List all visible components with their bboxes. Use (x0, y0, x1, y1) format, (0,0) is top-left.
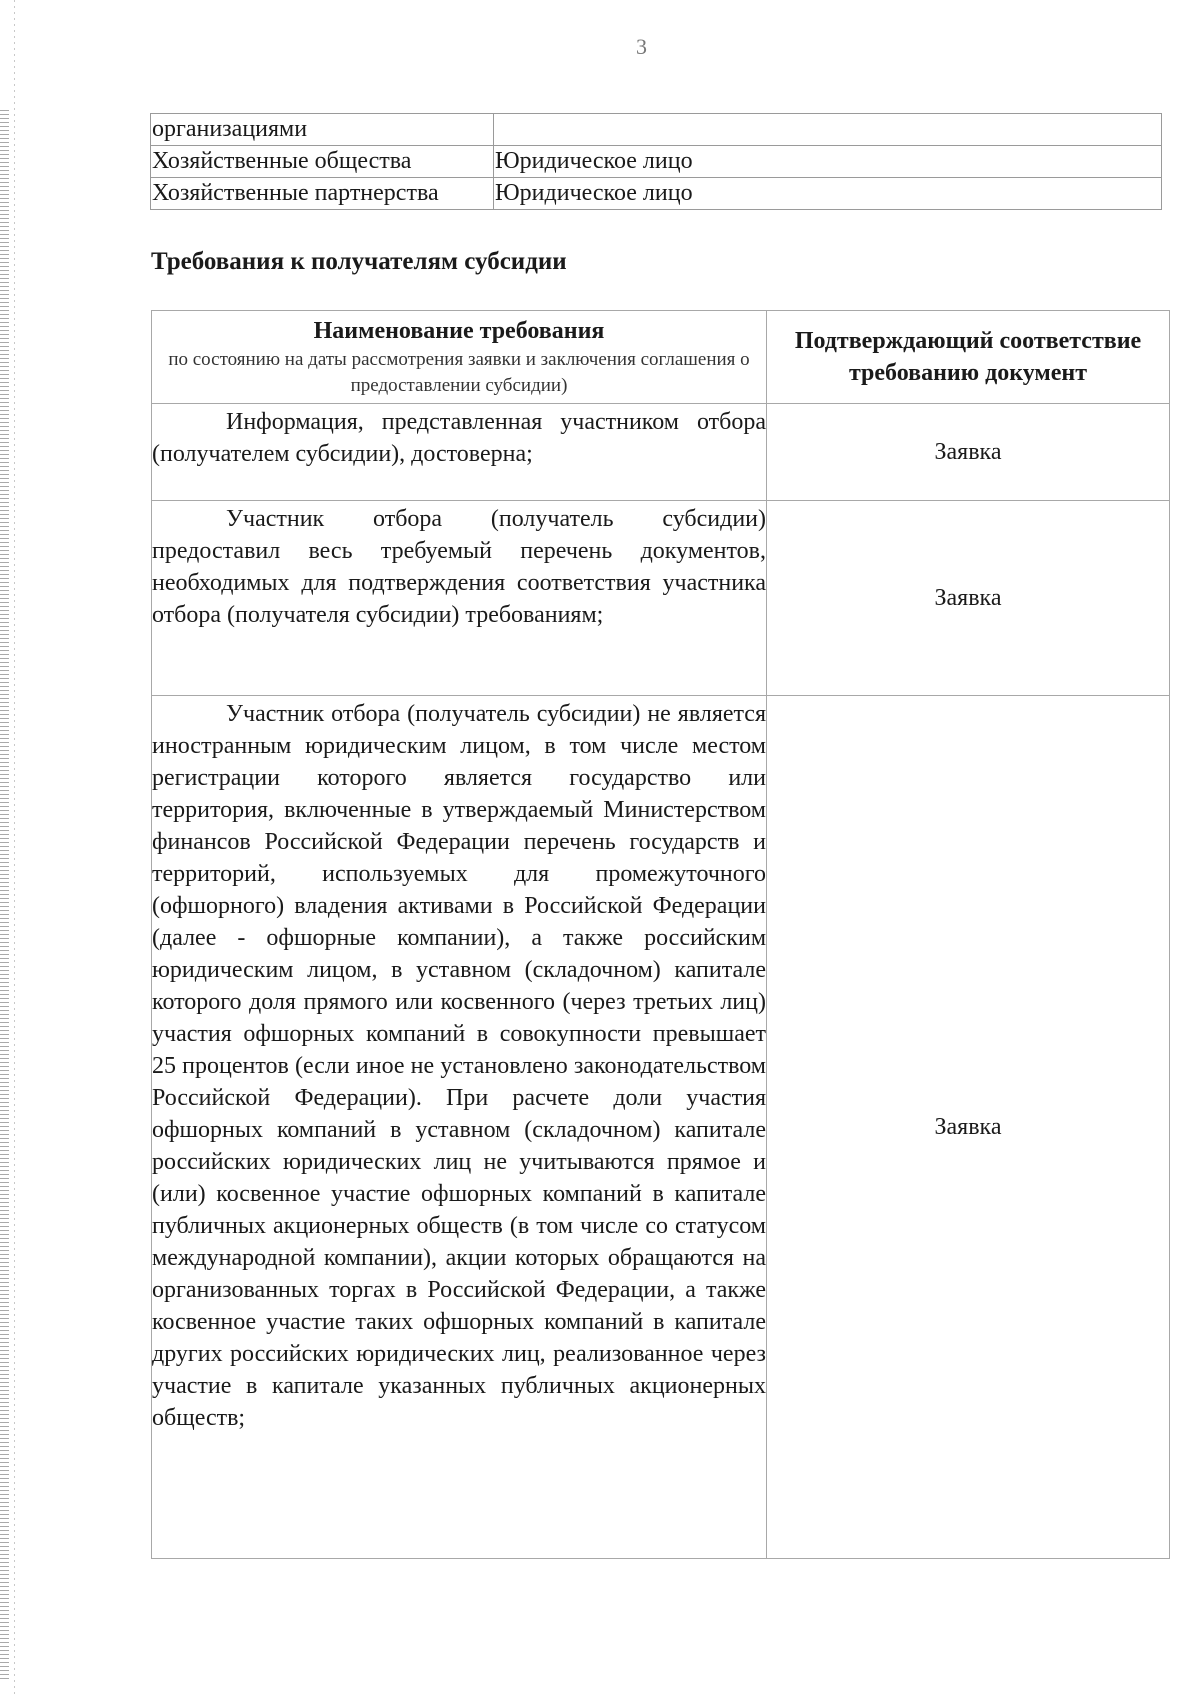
requirement-cell: Участник отбора (получатель субсидии) предоставил весь требуемый перечень документов, необходимых для подтверждения соответствия участника отбора (получателя субсидии) требованиям; (152, 501, 767, 696)
table-row (152, 696, 1170, 1559)
requirements-table (151, 310, 1170, 1559)
requirement-column-header (152, 311, 767, 404)
document-cell: Заявка (767, 501, 1170, 696)
document-column-title: Подтверждающий соответствие требованию документ (794, 328, 1142, 386)
page-number: 3 (636, 34, 647, 59)
requirement-column-subtitle: по состоянию на даты рассмотрения заявки и заключения соглашения о предоставлении субсидии) (168, 349, 750, 396)
requirement-cell: Участник отбора (получатель субсидии) не является иностранным юридическим лицом, в том числе местом регистрации которого является государство или территория, включенные в утверждаемый Министерством финансов Российской Федерации перечень государств и территорий, используемых для промежуточного (офшорного) владения активами в Российской Федерации (далее - офшорные компании), а также российским юридическим лицом, в уставном (складочном) капитале которого доля прямого или косвенного (через третьих лиц) участия офшорных компаний в совокупности превышает 25 процентов (если иное не установлено законодательством Российской Федерации). При расчете доли участия офшорных компаний в уставном (складочном) капитале российских юридических лиц не учитываются прямое и (или) косвенное участие офшорных компаний в капитале публичных акционерных обществ (в том числе со статусом международной компании), акции которых обращаются на организованных торгах в Российской Федерации, а также косвенное участие таких офшорных компаний в капитале других российских юридических лиц, реализованное через участие в капитале указанных публичных акционерных обществ; (152, 696, 767, 1559)
table-header-row (152, 311, 1170, 404)
requirement-column-title: Наименование требования (313, 318, 605, 344)
legal-form-cell (494, 114, 1162, 146)
table-row (151, 178, 1162, 210)
scan-artifact-strip (0, 110, 9, 1680)
table-row (151, 114, 1162, 146)
organization-types-table (150, 113, 1162, 210)
org-type-cell: Хозяйственные общества (151, 146, 494, 178)
document-cell: Заявка (767, 696, 1170, 1559)
legal-form-cell: Юридическое лицо (494, 178, 1162, 210)
legal-form-cell: Юридическое лицо (494, 146, 1162, 178)
table-row (152, 501, 1170, 696)
org-type-cell: организациями (151, 114, 494, 146)
org-type-cell: Хозяйственные партнерства (151, 178, 494, 210)
section-heading: Требования к получателям субсидии (151, 248, 567, 275)
document-column-header (767, 311, 1170, 404)
table-row (152, 404, 1170, 501)
table-row (151, 146, 1162, 178)
scan-artifact-line (14, 0, 15, 1698)
requirement-cell: Информация, представленная участником отбора (получателем субсидии), достоверна; (152, 404, 767, 501)
document-cell: Заявка (767, 404, 1170, 501)
